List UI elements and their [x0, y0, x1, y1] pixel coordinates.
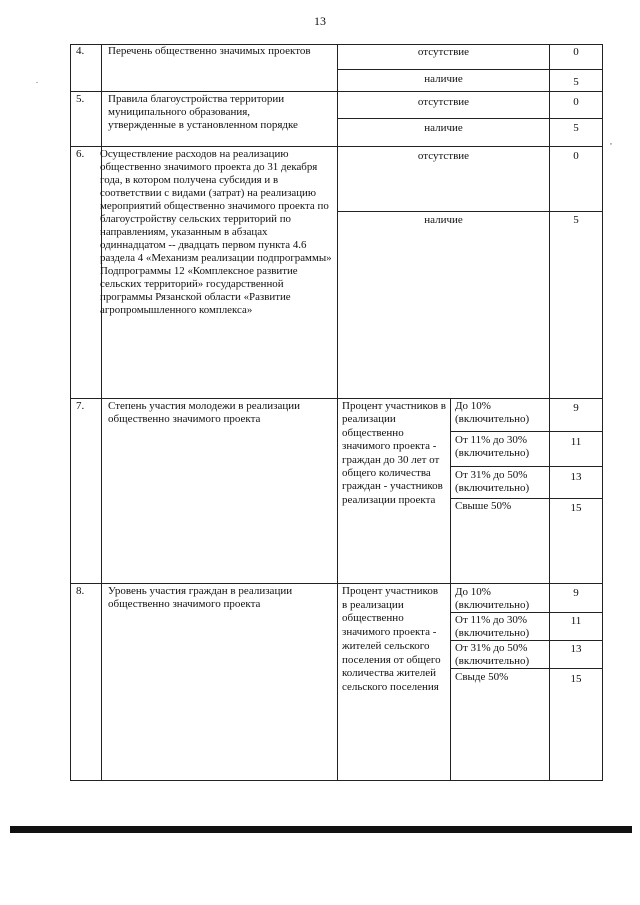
option-points: 13	[570, 643, 582, 655]
option-label: Свыше 50%	[455, 500, 512, 512]
option-points: 11	[570, 436, 582, 448]
row-number: 7.	[76, 400, 85, 412]
option-label: От 31% до 50% (включительно)	[455, 469, 530, 495]
row-number: 5.	[76, 93, 85, 105]
option-points: 0	[573, 96, 579, 108]
option-points: 13	[570, 471, 582, 483]
indicator-text: Процент участников в реализации общественно значимого проекта - граждан до 30 лет от общего количества граждан - участников реализации проекта	[342, 400, 446, 506]
option-label: отсутствие	[417, 150, 470, 162]
option-label: До 10% (включительно)	[455, 400, 530, 426]
option-label: наличие	[424, 73, 463, 85]
indicator-text: Процент участников в реализации общественно значимого проекта - жителей сельского поселения от общего количества жителей сельского поселения	[342, 585, 441, 693]
row-number: 8.	[76, 585, 85, 597]
option-points: 5	[573, 122, 579, 134]
criterion-text: Уровень участия граждан в реализации общественно значимого проекта	[108, 585, 293, 611]
scan-mark: .	[36, 76, 38, 85]
option-points: 5	[573, 76, 579, 88]
scan-mark: ,	[610, 137, 612, 146]
option-points: 9	[573, 587, 579, 599]
page-number: 13	[314, 14, 326, 28]
scan-edge-bar	[10, 826, 632, 833]
option-label: От 11% до 30% (включительно)	[455, 614, 530, 639]
option-label: отсутствие	[417, 96, 470, 108]
option-label: Свыде 50%	[455, 671, 509, 683]
row-number: 4.	[76, 45, 85, 57]
criterion-text: Степень участия молодежи в реализации общественно значимого проекта	[108, 400, 301, 426]
option-points: 15	[570, 673, 582, 685]
option-points: 0	[573, 150, 579, 162]
option-points: 0	[573, 46, 579, 58]
criterion-text: Правила благоустройства территории муниципального образования, утвержденные в установленном порядке	[108, 93, 298, 132]
option-points: 5	[573, 214, 579, 226]
option-label: отсутствие	[417, 46, 470, 58]
criterion-text: Перечень общественно значимых проектов	[108, 45, 311, 57]
option-label: От 31% до 50% (включительно)	[455, 642, 530, 667]
option-points: 15	[570, 502, 582, 514]
criterion-text: Осуществление расходов на реализацию общественно значимого проекта до 31 декабря года, в котором получена субсидия и в соответствии с видами (затрат) на реализацию мероприятий общественно значимого проекта по благоустройству сельских территорий по направлениям, указанным в абзацах одиннадцатом -- двадцать первом пункта 4.6 раздела 4 «Механизм реализации подпрограммы» Подпрограммы 12 «Комплексное развитие сельских территорий» государственной программы Рязанской области «Развитие агропромышленного комплекса»	[100, 148, 332, 316]
option-label: наличие	[424, 122, 463, 134]
row-number: 6.	[76, 148, 85, 160]
option-label: До 10% (включительно)	[455, 586, 530, 611]
option-points: 9	[573, 402, 579, 414]
option-label: наличие	[424, 214, 463, 226]
option-points: 11	[570, 615, 582, 627]
option-label: От 11% до 30% (включительно)	[455, 434, 530, 460]
